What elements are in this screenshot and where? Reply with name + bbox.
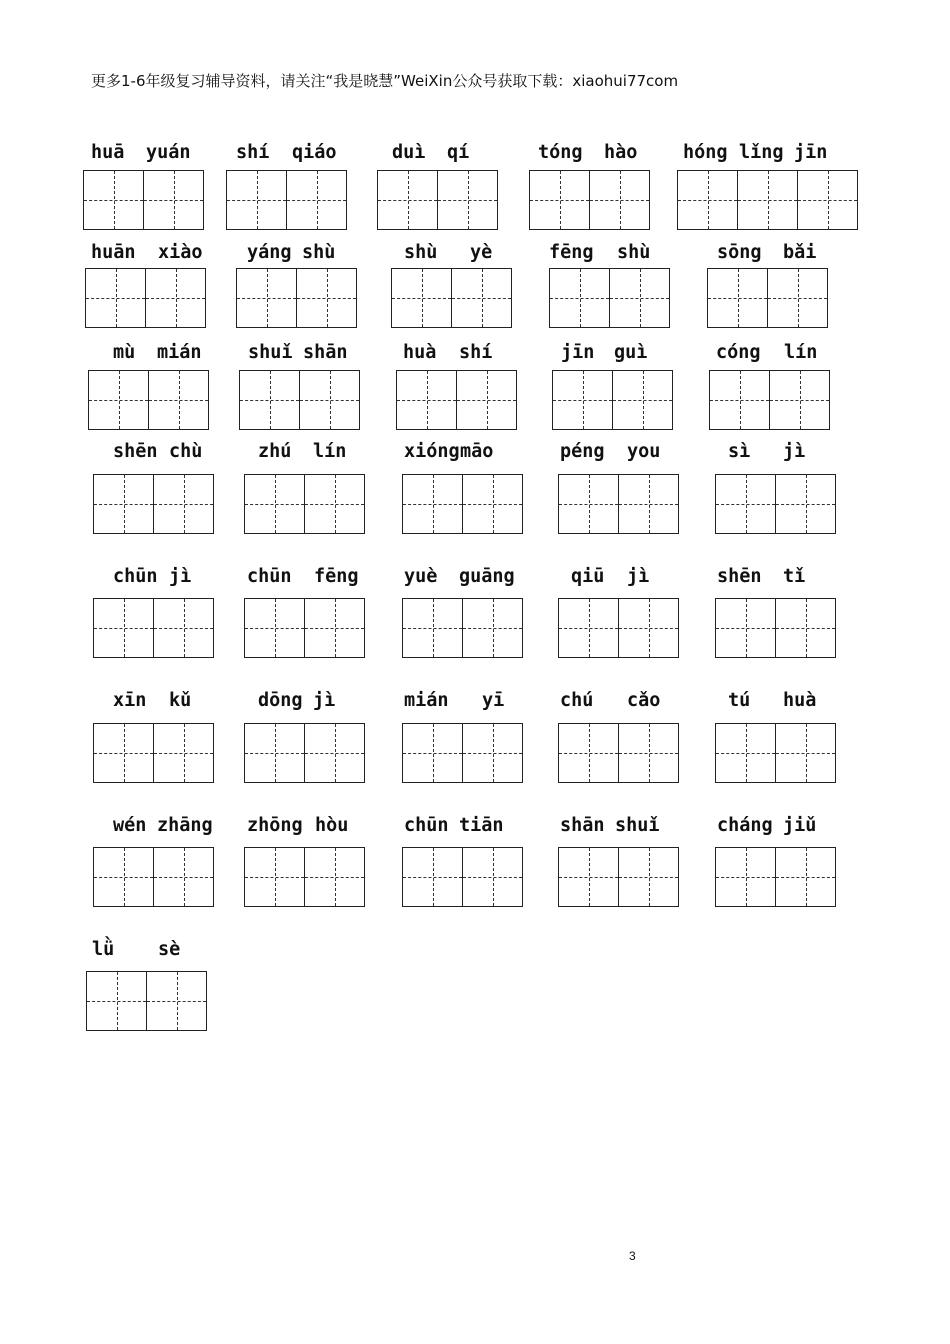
pinyin-syllable: qiū [571, 566, 605, 587]
pinyin-syllable: chūn [404, 815, 449, 836]
pinyin-syllable: shēn [717, 566, 762, 587]
character-writing-box[interactable] [558, 598, 618, 658]
character-writing-box[interactable] [153, 723, 214, 783]
character-writing-box[interactable] [558, 847, 618, 907]
character-writing-box[interactable] [558, 723, 618, 783]
pinyin-syllable: jīn [794, 142, 828, 163]
character-writing-box[interactable] [462, 474, 523, 534]
character-writing-box[interactable] [589, 170, 650, 230]
pinyin-syllable: you [627, 441, 661, 462]
writing-grid [85, 268, 206, 328]
pinyin-syllable: xióng [404, 441, 460, 462]
pinyin-syllable: chù [169, 441, 203, 462]
writing-grid [244, 723, 365, 783]
character-writing-box[interactable] [93, 847, 153, 907]
writing-grid [86, 971, 207, 1031]
pinyin-syllable: yī [482, 690, 505, 711]
character-writing-box[interactable] [93, 723, 153, 783]
character-writing-box[interactable] [775, 598, 836, 658]
pinyin-syllable: zhāng [157, 815, 213, 836]
pinyin-syllable: shí [459, 342, 493, 363]
pinyin-syllable: chūn [113, 566, 158, 587]
pinyin-syllable: jì [169, 566, 192, 587]
character-writing-box[interactable] [456, 370, 517, 430]
pinyin-syllable: hòu [315, 815, 349, 836]
pinyin-syllable: yuè [404, 566, 438, 587]
pinyin-syllable: yè [470, 242, 493, 263]
pinyin-syllable: jì [627, 566, 650, 587]
pinyin-syllable: xīn [113, 690, 147, 711]
character-writing-box[interactable] [153, 847, 214, 907]
pinyin-syllable: dōng [258, 690, 303, 711]
pinyin-syllable: chūn [247, 566, 292, 587]
character-writing-box[interactable] [244, 474, 304, 534]
character-writing-box[interactable] [93, 474, 153, 534]
pinyin-syllable: shān [303, 342, 348, 363]
pinyin-syllable: xiào [158, 242, 203, 263]
writing-grid [244, 847, 365, 907]
pinyin-syllable: shān [560, 815, 605, 836]
writing-grid [558, 474, 679, 534]
character-writing-box[interactable] [769, 370, 830, 430]
writing-grid [236, 268, 357, 328]
character-writing-box[interactable] [529, 170, 589, 230]
pinyin-syllable: shù [302, 242, 336, 263]
character-writing-box[interactable] [304, 723, 365, 783]
writing-grid [402, 474, 523, 534]
character-writing-box[interactable] [143, 170, 204, 230]
character-writing-box[interactable] [402, 847, 462, 907]
character-writing-box[interactable] [88, 370, 148, 430]
pinyin-syllable: lǜ [92, 939, 115, 960]
character-writing-box[interactable] [85, 268, 145, 328]
writing-grid [558, 598, 679, 658]
character-writing-box[interactable] [244, 847, 304, 907]
writing-grid [558, 847, 679, 907]
character-writing-box[interactable] [677, 170, 737, 230]
writing-grid [244, 474, 365, 534]
pinyin-syllable: mù [113, 342, 136, 363]
pinyin-syllable: huā [91, 142, 125, 163]
character-writing-box[interactable] [391, 268, 451, 328]
pinyin-syllable: lín [313, 441, 347, 462]
writing-grid [83, 170, 204, 230]
writing-grid [396, 370, 517, 430]
character-writing-box[interactable] [618, 847, 679, 907]
character-writing-box[interactable] [148, 370, 209, 430]
writing-grid [93, 723, 214, 783]
character-writing-box[interactable] [707, 268, 767, 328]
character-writing-box[interactable] [244, 598, 304, 658]
character-writing-box[interactable] [462, 723, 523, 783]
character-writing-box[interactable] [296, 268, 357, 328]
writing-grid [93, 474, 214, 534]
character-writing-box[interactable] [612, 370, 673, 430]
writing-grid [552, 370, 673, 430]
writing-grid [558, 723, 679, 783]
character-writing-box[interactable] [709, 370, 769, 430]
pinyin-syllable: shí [236, 142, 270, 163]
character-writing-box[interactable] [737, 170, 797, 230]
character-writing-box[interactable] [618, 474, 679, 534]
character-writing-box[interactable] [377, 170, 437, 230]
pinyin-syllable: huān [91, 242, 136, 263]
character-writing-box[interactable] [93, 598, 153, 658]
pinyin-syllable: tǐ [783, 566, 806, 587]
writing-grid [402, 598, 523, 658]
pinyin-syllable: bǎi [783, 242, 817, 263]
character-writing-box[interactable] [286, 170, 347, 230]
character-writing-box[interactable] [402, 474, 462, 534]
pinyin-syllable: fēng [549, 242, 594, 263]
character-writing-box[interactable] [146, 971, 207, 1031]
character-writing-box[interactable] [558, 474, 618, 534]
pinyin-syllable: yáng [247, 242, 292, 263]
character-writing-box[interactable] [451, 268, 512, 328]
character-writing-box[interactable] [236, 268, 296, 328]
pinyin-syllable: lǐng [739, 142, 784, 163]
writing-grid [93, 847, 214, 907]
writing-grid [239, 370, 360, 430]
character-writing-box[interactable] [715, 598, 775, 658]
writing-grid [715, 598, 836, 658]
pinyin-syllable: sè [158, 939, 181, 960]
pinyin-syllable: sì [728, 441, 751, 462]
pinyin-syllable: cháng [717, 815, 773, 836]
pinyin-syllable: jì [313, 690, 336, 711]
page-number: 3 [629, 1249, 636, 1263]
writing-grid [88, 370, 209, 430]
page-header: 更多1-6年级复习辅导资料，请关注“我是晓慧”WeiXin公众号获取下载：xiaohui77com [91, 72, 679, 90]
character-writing-box[interactable] [402, 598, 462, 658]
pinyin-syllable: shuǐ [615, 815, 660, 836]
pinyin-syllable: shuǐ [248, 342, 293, 363]
pinyin-syllable: duì [392, 142, 426, 163]
pinyin-syllable: qí [447, 142, 470, 163]
pinyin-syllable: cóng [716, 342, 761, 363]
character-writing-box[interactable] [775, 847, 836, 907]
pinyin-syllable: huà [403, 342, 437, 363]
pinyin-syllable: qiáo [292, 142, 337, 163]
pinyin-syllable: zhōng [247, 815, 303, 836]
writing-grid [402, 723, 523, 783]
character-writing-box[interactable] [437, 170, 498, 230]
character-writing-box[interactable] [304, 598, 365, 658]
character-writing-box[interactable] [145, 268, 206, 328]
character-writing-box[interactable] [767, 268, 828, 328]
pinyin-syllable: hóng [683, 142, 728, 163]
character-writing-box[interactable] [618, 723, 679, 783]
pinyin-syllable: tú [728, 690, 751, 711]
writing-grid [715, 847, 836, 907]
character-writing-box[interactable] [396, 370, 456, 430]
writing-grid [402, 847, 523, 907]
pinyin-syllable: kǔ [169, 690, 192, 711]
writing-grid [391, 268, 512, 328]
writing-grid [707, 268, 828, 328]
pinyin-syllable: shù [404, 242, 438, 263]
character-writing-box[interactable] [552, 370, 612, 430]
writing-grid [377, 170, 498, 230]
writing-grid [677, 170, 858, 230]
pinyin-syllable: huà [783, 690, 817, 711]
character-writing-box[interactable] [618, 598, 679, 658]
pinyin-syllable: shēn [113, 441, 158, 462]
character-writing-box[interactable] [715, 847, 775, 907]
character-writing-box[interactable] [304, 847, 365, 907]
writing-grid [709, 370, 830, 430]
pinyin-syllable: tiān [459, 815, 504, 836]
pinyin-syllable: lín [784, 342, 818, 363]
pinyin-syllable: jīn [561, 342, 595, 363]
pinyin-syllable: guāng [459, 566, 515, 587]
writing-grid [715, 474, 836, 534]
character-writing-box[interactable] [797, 170, 858, 230]
character-writing-box[interactable] [153, 598, 214, 658]
pinyin-syllable: péng [560, 441, 605, 462]
pinyin-syllable: hào [604, 142, 638, 163]
character-writing-box[interactable] [153, 474, 214, 534]
pinyin-syllable: fēng [314, 566, 359, 587]
pinyin-syllable: mián [157, 342, 202, 363]
character-writing-box[interactable] [402, 723, 462, 783]
character-writing-box[interactable] [304, 474, 365, 534]
character-writing-box[interactable] [775, 723, 836, 783]
pinyin-syllable: mián [404, 690, 449, 711]
pinyin-syllable: guì [614, 342, 648, 363]
character-writing-box[interactable] [775, 474, 836, 534]
writing-grid [715, 723, 836, 783]
pinyin-syllable: wén [113, 815, 147, 836]
writing-grid [226, 170, 347, 230]
pinyin-syllable: cǎo [627, 690, 661, 711]
character-writing-box[interactable] [86, 971, 146, 1031]
character-writing-box[interactable] [462, 847, 523, 907]
character-writing-box[interactable] [299, 370, 360, 430]
character-writing-box[interactable] [715, 474, 775, 534]
writing-grid [529, 170, 650, 230]
writing-grid [549, 268, 670, 328]
character-writing-box[interactable] [549, 268, 609, 328]
character-writing-box[interactable] [83, 170, 143, 230]
character-writing-box[interactable] [715, 723, 775, 783]
writing-grid [244, 598, 365, 658]
pinyin-syllable: sōng [717, 242, 762, 263]
pinyin-syllable: māo [460, 441, 494, 462]
pinyin-syllable: jiǔ [783, 815, 817, 836]
pinyin-syllable: jì [783, 441, 806, 462]
character-writing-box[interactable] [244, 723, 304, 783]
character-writing-box[interactable] [239, 370, 299, 430]
pinyin-syllable: zhú [258, 441, 292, 462]
character-writing-box[interactable] [609, 268, 670, 328]
character-writing-box[interactable] [462, 598, 523, 658]
pinyin-syllable: tóng [538, 142, 583, 163]
character-writing-box[interactable] [226, 170, 286, 230]
pinyin-syllable: yuán [146, 142, 191, 163]
pinyin-syllable: chú [560, 690, 594, 711]
writing-grid [93, 598, 214, 658]
pinyin-syllable: shù [617, 242, 651, 263]
